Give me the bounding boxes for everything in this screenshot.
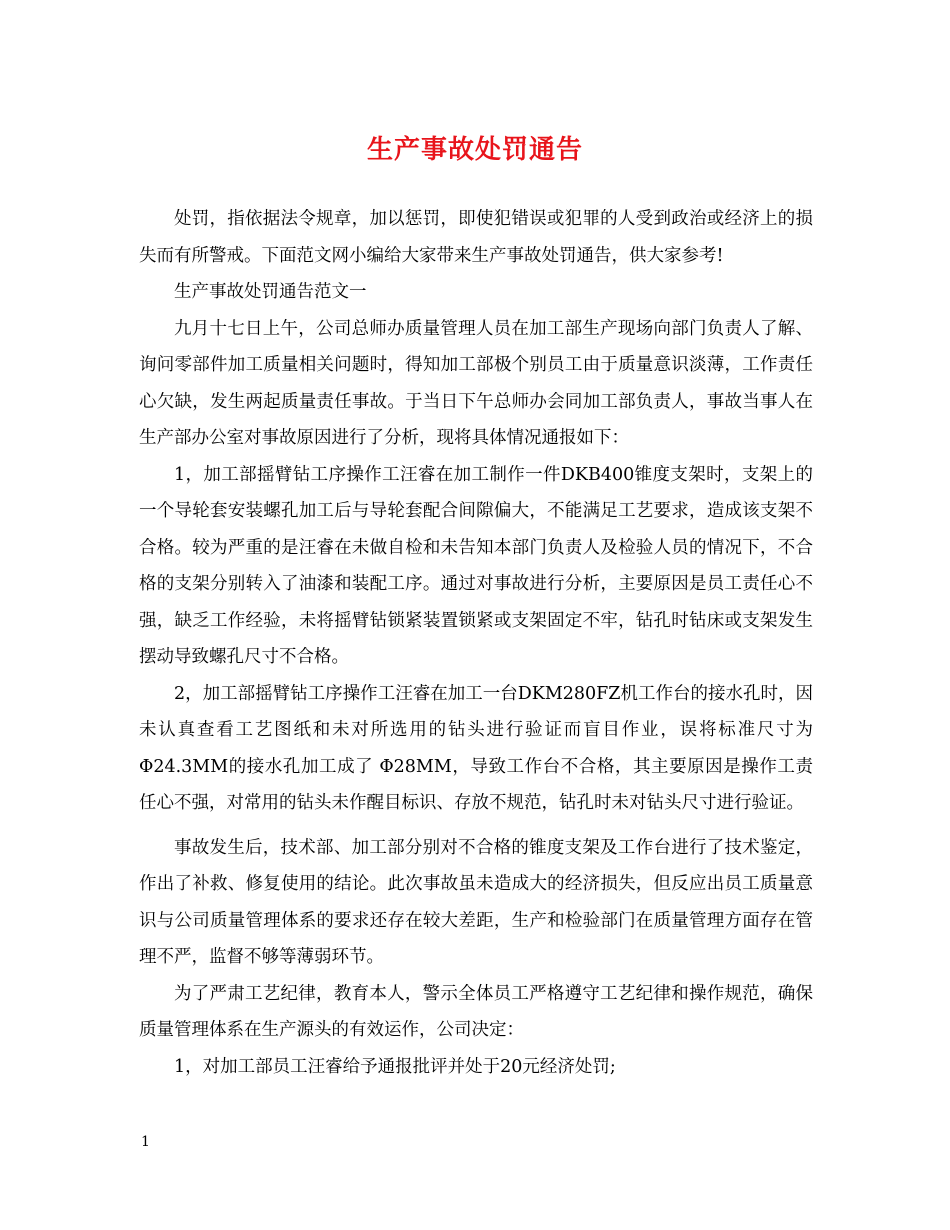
paragraph-subheading: 生产事故处罚通告范文一 (174, 282, 367, 302)
paragraph-incident-2: 2，加工部摇臂钻工序操作工汪睿在加工一台DKM280FZ机工作台的接水孔时，因未认真查看工艺图纸和未对所选用的钻头进行验证而盲目作业，误将标准尺寸为Φ24.3MM的接水孔加工成了 Φ28MM，导致工作台不合格，其主要原因是操作工责任心不强，对常用的钻头未作醒目标识、存放不规范，钻孔时未对钻头尺寸进行验证。 (139, 683, 813, 813)
paragraph-decision-1: 1，对加工部员工汪睿给予通报批评并处于20元经济处罚; (174, 1056, 616, 1077)
paragraph-incident-1: 1，加工部摇臂钻工序操作工汪睿在加工制作一件DKB400锥度支架时，支架上的一个导轮套安装螺孔加工后与导轮套配合间隙偏大，不能满足工艺要求，造成该支架不合格。较为严重的是汪睿在未做自检和未告知本部门负责人及检验人员的情况下，不合格的支架分别转入了油漆和装配工序。通过对事故进行分析，主要原因是员工责任心不强，缺乏工作经验，未将摇臂钻锁紧装置锁紧或支架固定不牢，钻孔时钻床或支架发生摆动导致螺孔尺寸不合格。 (139, 464, 813, 667)
paragraph-background: 九月十七日上午，公司总师办质量管理人员在加工部生产现场向部门负责人了解、询问零部件加工质量相关问题时，得知加工部极个别员工由于质量意识淡薄，工作责任心欠缺，发生两起质量责任事故。于当日下午总师办会同加工部负责人，事故当事人在生产部办公室对事故原因进行了分析，现将具体情况通报如下： (139, 318, 813, 448)
paragraph-decision-intro: 为了严肃工艺纪律，教育本人，警示全体员工严格遵守工艺纪律和操作规范，确保质量管理体系在生产源头的有效运作，公司决定： (139, 983, 813, 1040)
paragraph-aftermath: 事故发生后，技术部、加工部分别对不合格的锥度支架及工作台进行了技术鉴定，作出了补救、修复使用的结论。此次事故虽未造成大的经济损失，但反应出员工质量意识与公司质量管理体系的要求还存在较大差距，生产和检验部门在质量管理方面存在管理不严，监督不够等薄弱环节。 (139, 837, 813, 967)
document-title: 生产事故处罚通告 (366, 135, 583, 165)
page-number: 1 (141, 1134, 150, 1150)
paragraph-intro: 处罚，指依据法令规章，加以惩罚，即使犯错误或犯罪的人受到政治或经济上的损失而有所警戒。下面范文网小编给大家带来生产事故处罚通告，供大家参考! (139, 209, 813, 266)
document-body (139, 201, 813, 1085)
